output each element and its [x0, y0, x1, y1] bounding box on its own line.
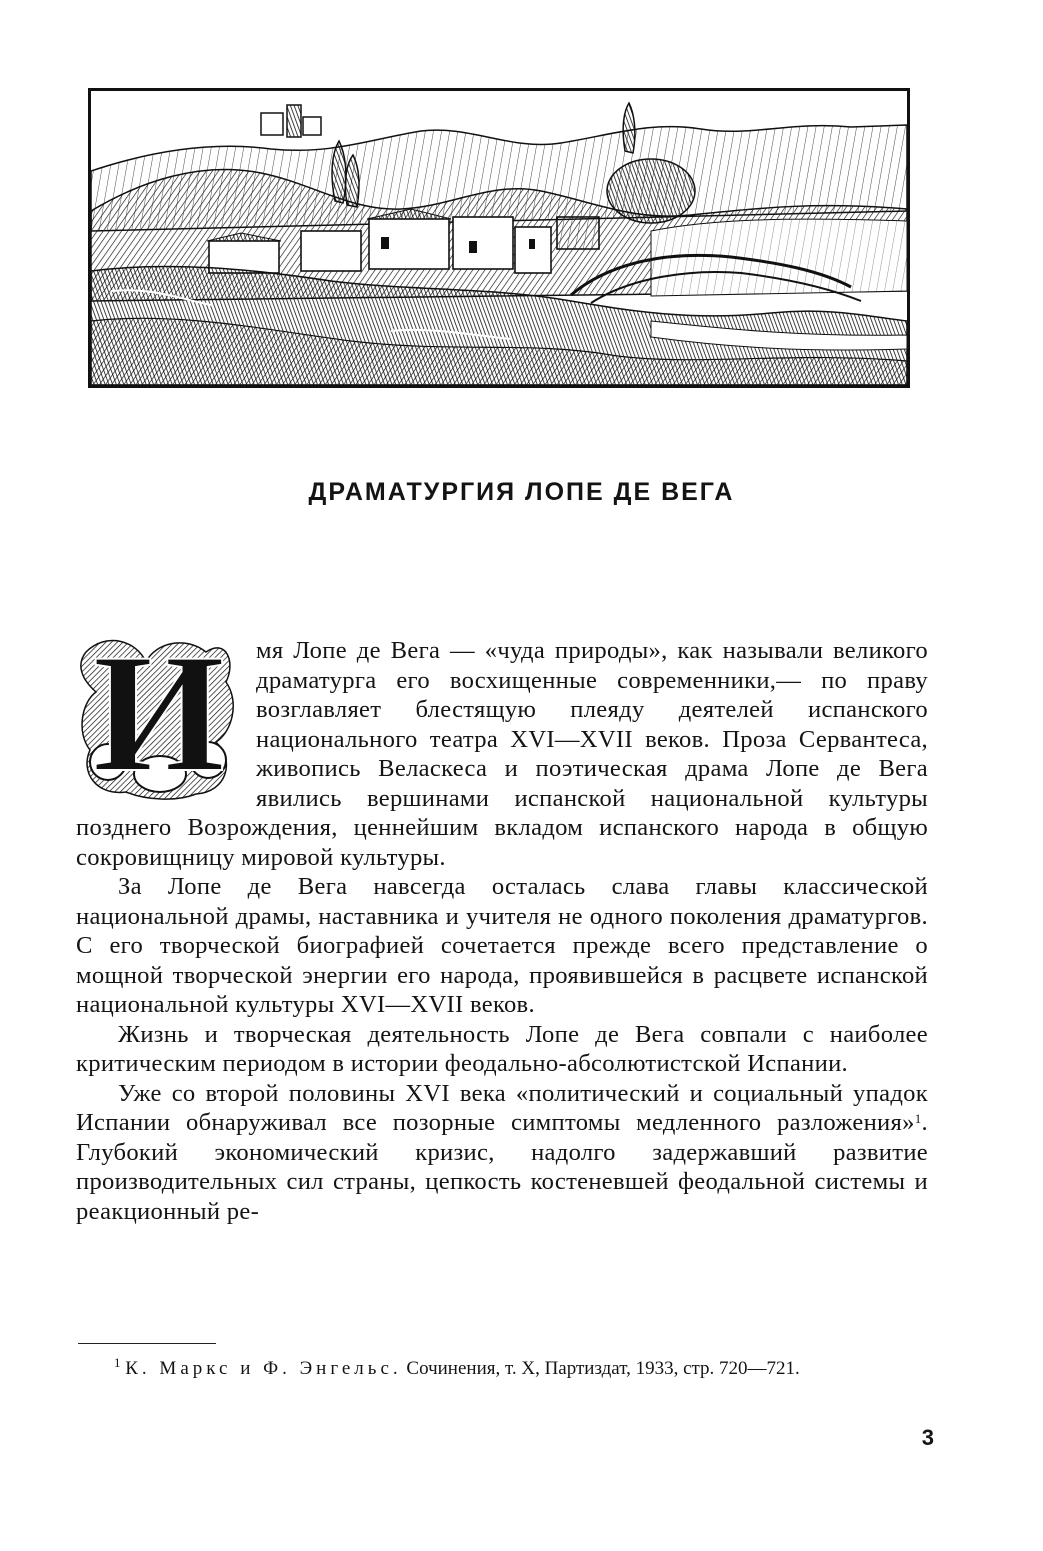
- paragraph-4: [76, 1079, 928, 1227]
- dropcap-letter-illustration: [76, 632, 242, 802]
- chapter-title: ДРАМАТУРГИЯ ЛОПЕ ДЕ ВЕГА: [308, 478, 735, 506]
- paragraph-1: [76, 632, 928, 872]
- footnote-divider: [78, 1343, 216, 1344]
- headpiece-engraving: [88, 88, 910, 388]
- footnote-reference[interactable]: 1: [914, 1111, 922, 1126]
- paragraph-3: Жизнь и творческая деятельность Лопе де Вега совпали с наиболее критическим периодом в истории феодально-абсолютистской Испании.: [76, 1020, 928, 1077]
- footnote-marker: 1: [114, 1355, 121, 1370]
- footnote-1: [78, 1356, 926, 1381]
- paragraph-4-text-after: . Глубокий экономический кризис, надолго задержавший развитие производительных сил страны, цепкость костеневшей феодальной системы и реакционный ре-: [76, 1109, 928, 1225]
- paragraph-1-text: мя Лопе де Вега — «чуда природы», как называли великого драматурга его восхищенные современники,— по праву возглавляет блестящую плеяду деятелей испанского национального театра XVI—XVII веков. Проза Сервантеса, живопись Веласкеса и поэтическая драма Лопе де Вега явились вершинами испанской национальной культуры позднего Возрождения, ценнейшим вкладом испанского народа в общую сокровищницу мировой культуры.: [76, 637, 928, 871]
- page-number: 3: [921, 1425, 934, 1450]
- paragraph-2: За Лопе де Вега навсегда осталась слава главы классической национальной драмы, наставника и учителя не одного поколения драматургов. С его творческой биографией сочетается прежде всего представление о мощной творческой энергии его народа, проявившейся в расцвете испанской национальной культуры XVI—XVII веков.: [76, 873, 928, 1018]
- body-text: [76, 632, 928, 1226]
- footnote-text: Сочинения, т. X, Партиздат, 1933, стр. 720—721.: [406, 1358, 800, 1379]
- footnote-authors: К. Маркс и Ф. Энгельс.: [125, 1358, 402, 1379]
- footnotes: [78, 1356, 926, 1381]
- paragraph-4-text-before: Уже со второй половины XVI века «политический и социальный упадок Испании обнаруживал все позорные симптомы медленного разложения»: [76, 1079, 928, 1136]
- dropcap-letter: И: [92, 632, 226, 802]
